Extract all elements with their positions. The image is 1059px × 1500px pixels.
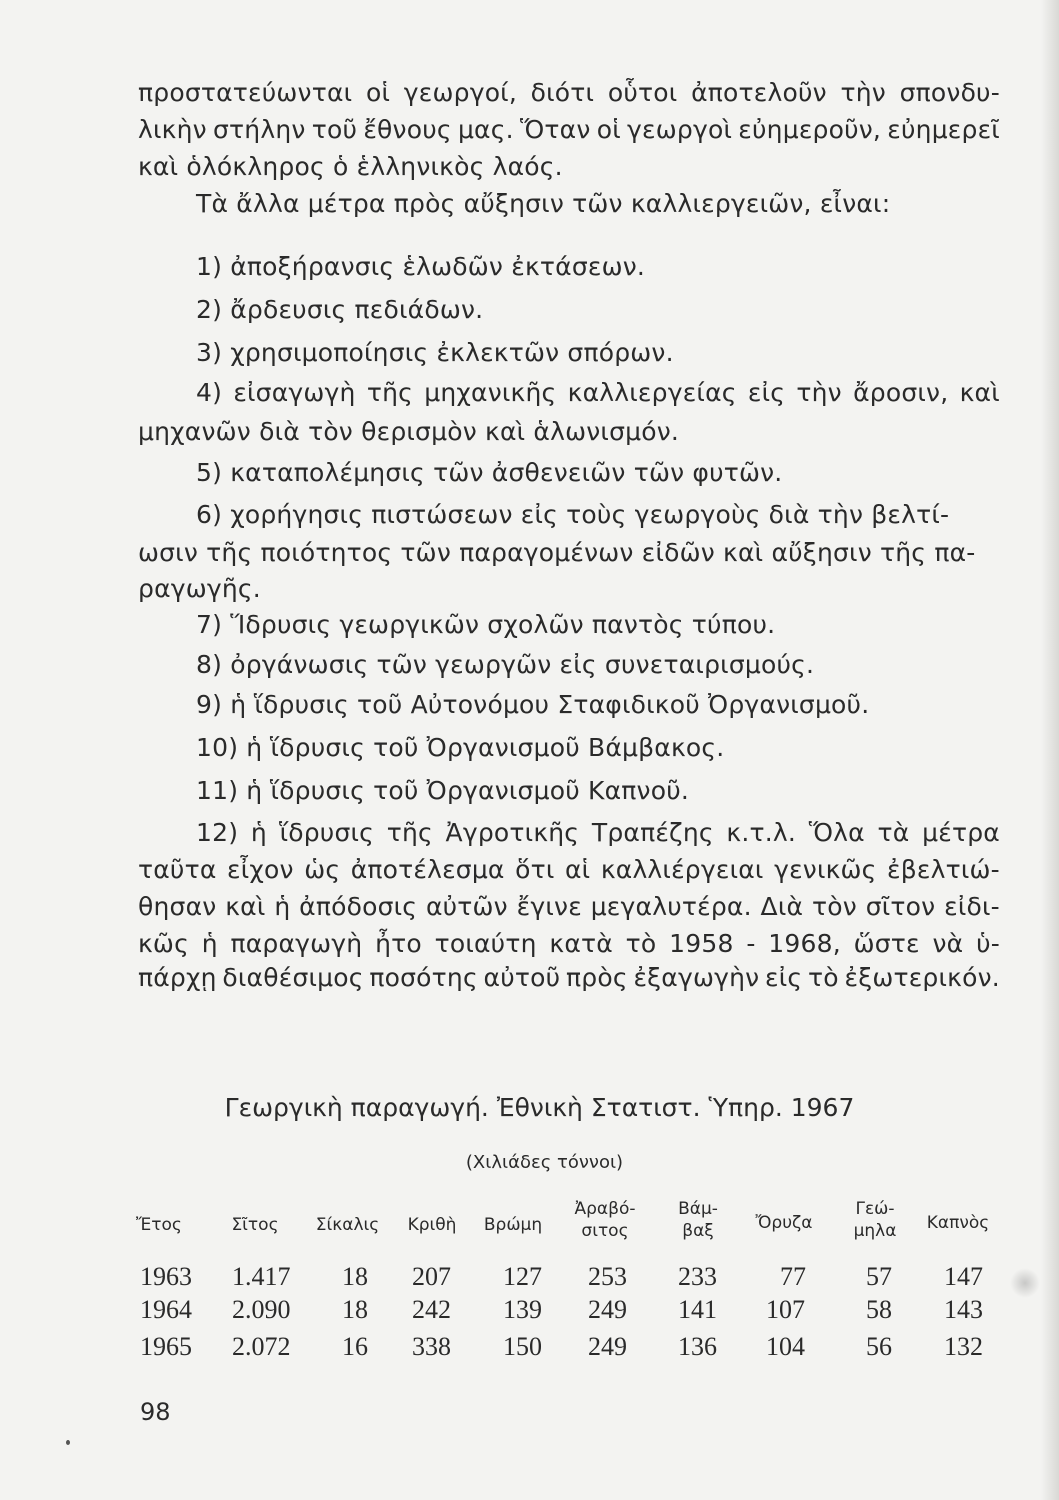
word: καλλιεργείας <box>567 378 737 407</box>
text-line: ραγωγῆς. <box>138 574 261 603</box>
word: ἔθνους <box>363 115 452 144</box>
word: Διὰ <box>760 892 804 921</box>
table-cell: 57 <box>866 1262 892 1291</box>
word: ἡ <box>274 892 291 921</box>
table-cell: 233 <box>678 1262 717 1291</box>
table-cell: 249 <box>588 1295 627 1324</box>
list-item: 10) ἡ ἵδρυσις τοῦ Ὀργανισμοῦ Βάμβακος. <box>196 733 725 762</box>
word: εἰς <box>765 963 803 992</box>
list-item: 5) καταπολέμησις τῶν ἀσθενειῶν τῶν φυτῶν. <box>196 458 783 487</box>
table-row <box>0 1262 1059 1294</box>
ink-speck <box>66 1440 70 1445</box>
word: σπονδυ- <box>899 78 1000 107</box>
word: αὐτῶν <box>425 892 508 921</box>
text-line <box>138 855 1000 884</box>
column-header: Σίκαλις <box>315 1215 380 1235</box>
word: πρὸς <box>566 963 628 992</box>
word: τοιαύτη <box>434 929 537 958</box>
table-cell: 1964 <box>140 1295 192 1324</box>
word: αἱ <box>565 855 591 884</box>
word: εὐημεροῦν, <box>738 115 882 144</box>
table-cell: 107 <box>766 1295 805 1324</box>
word: θησαν <box>138 892 217 921</box>
table-cell: 136 <box>678 1332 717 1361</box>
word: εἰσαγωγὴ <box>233 378 356 407</box>
list-item: 11) ἡ ἵδρυσις τοῦ Ὀργανισμοῦ Καπνοῦ. <box>196 776 690 805</box>
word: ἐβελτιώ- <box>887 855 1000 884</box>
list-item: 3) χρησιμοποίησις ἐκλεκτῶν σπόρων. <box>196 338 674 367</box>
word: μέτρα <box>922 818 1000 847</box>
word: ἐξωτερικόν. <box>844 963 1000 992</box>
word: 12) <box>196 818 239 847</box>
list-item: 2) ἄρδευσις πεδιάδων. <box>196 295 484 324</box>
word: προστατεύωνται <box>138 78 353 107</box>
table-cell: 338 <box>412 1332 451 1361</box>
column-header: Ἔτος <box>136 1215 182 1235</box>
column-header: Βάμ- βαξ <box>678 1199 718 1241</box>
word: παραγωγὴ <box>230 929 363 958</box>
word: τὸ <box>808 963 839 992</box>
word: καὶ <box>959 378 1000 407</box>
word: πάρχῃ <box>138 963 217 992</box>
smudge-mark <box>1010 1268 1040 1298</box>
word: καὶ <box>225 892 266 921</box>
word: οἱ <box>596 115 621 144</box>
word: μηχανικῆς <box>424 378 557 407</box>
word: ἐξαγωγὴν <box>633 963 760 992</box>
table-cell: 127 <box>503 1262 542 1291</box>
word: οἱ <box>365 78 391 107</box>
word: αὐτοῦ <box>483 963 561 992</box>
list-item: 8) ὀργάνωσις τῶν γεωργῶν εἰς συνεταιρισμούς. <box>196 650 815 679</box>
column-header: Γεώ- μηλα <box>853 1199 897 1241</box>
word: εἶχον <box>227 855 294 884</box>
table-cell: 77 <box>780 1262 806 1291</box>
column-header: Ὄρυζα <box>755 1213 813 1233</box>
column-header: Ἀραβό- σιτος <box>574 1199 636 1241</box>
table-cell: 18 <box>342 1262 368 1291</box>
column-header: Κριθὴ <box>407 1215 457 1235</box>
word: τοῦ <box>311 115 358 144</box>
text-line <box>138 78 1000 107</box>
word: ἔγινε <box>516 892 582 921</box>
table-title: Γεωργικὴ παραγωγή. Ἐθνικὴ Στατιστ. Ὑπηρ. 1967 <box>224 1093 855 1122</box>
word: κατὰ <box>549 929 613 958</box>
word: ἀπόδοσις <box>299 892 418 921</box>
word: εἰς <box>747 378 786 407</box>
word: γεωργοί, <box>403 78 517 107</box>
text-line <box>138 929 1000 958</box>
word: κ.τ.λ. <box>726 818 797 847</box>
word: ἦτο <box>375 929 422 958</box>
word: σῖτον <box>865 892 936 921</box>
table-cell: 207 <box>412 1262 451 1291</box>
word: γενικῶς <box>774 855 877 884</box>
page-edge-shadow <box>1041 0 1059 1500</box>
word: μας. <box>457 115 514 144</box>
table-cell: 150 <box>503 1332 542 1361</box>
column-header: Καπνὸς <box>926 1213 990 1233</box>
word: - <box>746 929 756 958</box>
text-line: καὶ ὁλόκληρος ὁ ἑλληνικὸς λαός. <box>138 152 563 181</box>
word: κῶς <box>138 929 189 958</box>
text-line <box>138 963 1000 992</box>
page-number: 98 <box>140 1398 171 1426</box>
table-unit: (Χιλιάδες τόννοι) <box>465 1152 624 1173</box>
word: λικὴν <box>138 115 207 144</box>
table-cell: 104 <box>766 1332 805 1361</box>
word: ἄροσιν, <box>853 378 949 407</box>
word: τὴν <box>796 378 842 407</box>
table-cell: 132 <box>944 1332 983 1361</box>
word: Ἀγροτικῆς <box>445 818 580 847</box>
table-cell: 2.090 <box>232 1295 291 1324</box>
word: Ὅταν <box>519 115 591 144</box>
table-cell: 143 <box>944 1295 983 1324</box>
list-item <box>196 818 1000 847</box>
text-line: ωσιν τῆς ποιότητος τῶν παραγομένων εἰδῶν καὶ αὔξησιν τῆς πα- <box>138 538 976 567</box>
word: ποσότης <box>369 963 478 992</box>
word: ἀποτελοῦν <box>691 78 827 107</box>
word: ταῦτα <box>138 855 217 884</box>
table-cell: 56 <box>866 1332 892 1361</box>
word: νὰ <box>932 929 964 958</box>
word: τὸν <box>811 892 857 921</box>
table-cell: 139 <box>503 1295 542 1324</box>
word: τὸ <box>625 929 657 958</box>
table-cell: 1963 <box>140 1262 192 1291</box>
table-cell: 141 <box>678 1295 717 1324</box>
word: διαθέσιμος <box>222 963 364 992</box>
word: οὗτοι <box>607 78 678 107</box>
word: ὡς <box>304 855 341 884</box>
table-cell: 1965 <box>140 1332 192 1361</box>
word: ὅτι <box>515 855 555 884</box>
word: ὥστε <box>853 929 920 958</box>
word: Ὅλα <box>808 818 865 847</box>
word: μεγαλυτέρα. <box>590 892 752 921</box>
word: στήλην <box>213 115 306 144</box>
list-item <box>196 378 1000 407</box>
column-header: Βρώμη <box>483 1215 543 1235</box>
list-item: 6) χορήγησις πιστώσεων εἰς τοὺς γεωργοὺς διὰ τὴν βελτί- <box>196 500 950 529</box>
word: καλλιέργειαι <box>600 855 764 884</box>
word: διότι <box>530 78 595 107</box>
table-cell: 147 <box>944 1262 983 1291</box>
table-cell: 1.417 <box>232 1262 291 1291</box>
table-cell: 242 <box>412 1295 451 1324</box>
text-line: Τὰ ἄλλα μέτρα πρὸς αὔξησιν τῶν καλλιεργειῶν, εἶναι: <box>196 189 891 218</box>
table-cell: 18 <box>342 1295 368 1324</box>
word: εὐημερεῖ <box>887 115 1000 144</box>
word: ἡ <box>250 818 267 847</box>
table-cell: 58 <box>866 1295 892 1324</box>
word: τῆς <box>386 818 433 847</box>
text-line: μηχανῶν διὰ τὸν θερισμὸν καὶ ἁλωνισμόν. <box>138 417 680 446</box>
word: 1958 <box>669 929 734 958</box>
text-line <box>138 115 1000 144</box>
word: τὰ <box>877 818 910 847</box>
table-row <box>0 1332 1059 1364</box>
word: ὑ- <box>976 929 1000 958</box>
list-item: 9) ἡ ἵδρυσις τοῦ Αὐτονόμου Σταφιδικοῦ Ὀργανισμοῦ. <box>196 690 870 719</box>
list-item: 7) Ἵδρυσις γεωργικῶν σχολῶν παντὸς τύπου. <box>196 610 776 639</box>
column-header: Σῖτος <box>231 1215 279 1235</box>
table-cell: 253 <box>588 1262 627 1291</box>
table-cell: 16 <box>342 1332 368 1361</box>
word: τὴν <box>840 78 886 107</box>
text-line <box>138 892 1000 921</box>
word: εἰδι- <box>944 892 1000 921</box>
table-cell: 249 <box>588 1332 627 1361</box>
table-row <box>0 1295 1059 1327</box>
word: 1968, <box>768 929 841 958</box>
word: 4) <box>196 378 223 407</box>
word: ἀποτέλεσμα <box>350 855 505 884</box>
word: Τραπέζης <box>591 818 714 847</box>
word: γεωργοὶ <box>627 115 733 144</box>
word: ἡ <box>201 929 218 958</box>
list-item: 1) ἀποξήρανσις ἑλωδῶν ἐκτάσεων. <box>196 252 646 281</box>
word: ἵδρυσις <box>279 818 375 847</box>
word: τῆς <box>366 378 414 407</box>
table-cell: 2.072 <box>232 1332 291 1361</box>
